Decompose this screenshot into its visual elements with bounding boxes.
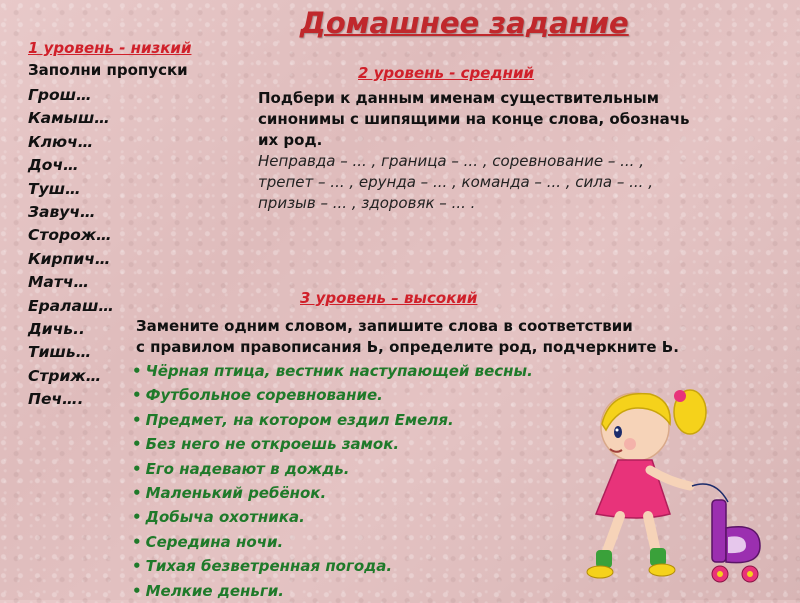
list-item: Печ…. <box>28 390 84 409</box>
list-item: • Футбольное соревнование. <box>132 386 383 405</box>
list-item: Камыш… <box>28 109 110 128</box>
level2-instruction-line: синонимы с шипящими на конце слова, обозначь <box>258 110 690 128</box>
bullet-icon: • <box>132 410 142 429</box>
level2-example-line: призыв – ... , здоровяк – ... . <box>258 194 476 212</box>
page-title: Домашнее задание <box>300 6 629 40</box>
girl-with-soft-sign-toy-icon <box>540 382 780 592</box>
list-item: • Чёрная птица, вестник наступающей весны. <box>132 362 533 380</box>
list-item: • Середина ночи. <box>132 532 284 551</box>
list-item: • Маленький ребёнок. <box>132 484 327 503</box>
list-item: Стриж… <box>28 366 102 385</box>
level2-instruction-line: их род. <box>258 131 323 149</box>
list-item: Ключ… <box>28 132 94 151</box>
level2-instruction-line: Подбери к данным именам существительным <box>258 89 659 107</box>
level2-example-line: Неправда – ... , граница – ... , соревнование – ... , <box>258 152 644 170</box>
level2-example-line: трепет – ... , ерунда – ... , команда – ... , сила – ... , <box>258 173 653 191</box>
list-item: Дичь.. <box>28 320 85 339</box>
list-item: Доч… <box>28 156 79 175</box>
list-item: Сторож… <box>28 226 112 245</box>
level3-instruction <box>136 316 776 358</box>
bullet-icon: • <box>132 435 142 454</box>
bullet-icon: • <box>132 557 142 576</box>
level3-instruction-line: с правилом правописания Ь, определите род, подчеркните Ь. <box>136 338 679 356</box>
level2-heading: 2 уровень - средний <box>358 64 534 82</box>
list-item: Кирпич… <box>28 249 111 268</box>
list-item: Грош… <box>28 86 92 104</box>
bullet-icon: • <box>132 386 142 405</box>
bullet-icon: • <box>132 508 142 527</box>
level2-body <box>258 88 778 214</box>
list-item: • Предмет, на котором ездил Емеля. <box>132 410 454 429</box>
list-item: Туш… <box>28 179 81 198</box>
bullet-icon: • <box>132 362 142 380</box>
level3-heading: 3 уровень – высокий <box>300 289 478 307</box>
list-item: • Мелкие деньги. <box>132 581 284 600</box>
list-item: Матч… <box>28 273 90 292</box>
list-item: • Без него не откроешь замок. <box>132 435 400 454</box>
bullet-icon: • <box>132 581 142 600</box>
list-item: Ералаш… <box>28 296 114 315</box>
level1-instruction: Заполни пропуски <box>28 61 188 79</box>
level3-instruction-line: Замените одним словом, запишите слова в соответствии <box>136 317 633 335</box>
bullet-icon: • <box>132 484 142 503</box>
bullet-icon: • <box>132 459 142 478</box>
list-item: Тишь… <box>28 343 92 362</box>
list-item: Завуч… <box>28 203 96 222</box>
list-item: • Его надевают в дождь. <box>132 459 350 478</box>
list-item: • Тихая безветренная погода. <box>132 557 393 576</box>
bullet-icon: • <box>132 532 142 551</box>
level1-heading: 1 уровень - низкий <box>28 39 192 57</box>
list-item: • Добыча охотника. <box>132 508 305 527</box>
